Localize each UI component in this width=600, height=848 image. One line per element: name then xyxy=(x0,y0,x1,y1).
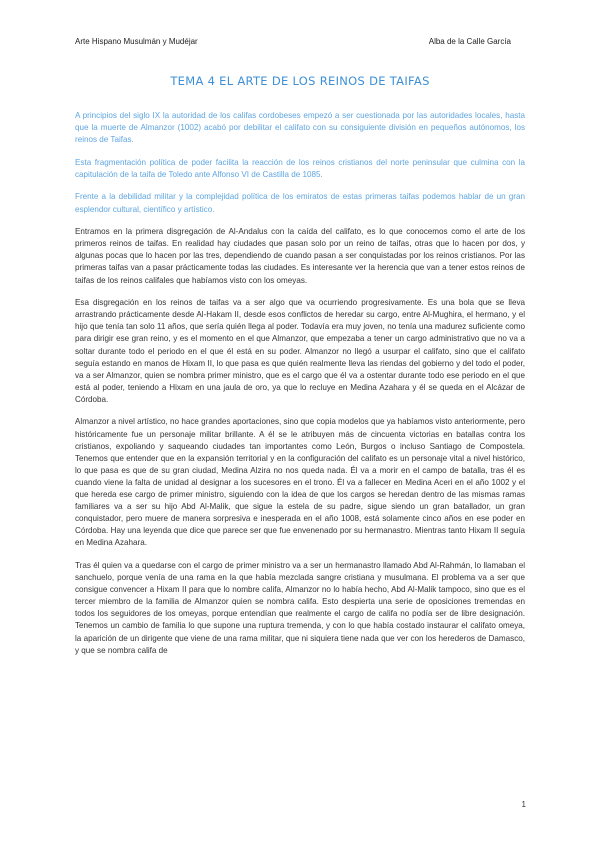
page-title: TEMA 4 EL ARTE DE LOS REINOS DE TAIFAS xyxy=(170,74,430,88)
header-author: Alba de la Calle García xyxy=(428,37,511,46)
header-course-title: Arte Hispano Musulmán y Mudéjar xyxy=(75,37,198,46)
body-paragraph: Tras él quien va a quedarse con el cargo de primer ministro va a ser un hermanastro llamado Abd Al-Rahmán, lo llamaban el sanchuelo, porque venía de una rama en la que había mezclada sangre cristiana y musulmana. El problema va a ser que consigue convencer a Hixam II para que lo nombre califa, Almanzor no lo había hecho, Abd Al-Malik tampoco, sino que es el tercer miembro de la familia de Almanzor quien se nombra califa. Esto despierta una serie de oposiciones tremendas en todos los seguidores de los omeyas, porque entendían que realmente el cargo de califa no podía ser de libre designación. Tenemos un cambio de familia lo que supone una ruptura tremenda, y con lo que había costado instaurar el califato omeya, la aparición de un dirigente que viene de una rama militar, que ni siquiera tiene nada que ver con los herederos de Damasco, y que se nombra califa de xyxy=(75,561,525,655)
intro-paragraph: Esta fragmentación política de poder facilita la reacción de los reinos cristianos del norte peninsular que culmina con la capitulación de la taifa de Toledo ante Alfonso VI de Castilla de 1085. xyxy=(75,157,525,179)
body-paragraph: Entramos en la primera disgregación de Al-Andalus con la caída del califato, es lo que conocemos como el arte de los primeros reinos de taifas. En realidad hay ciudades que pasan solo por un reino de taifas, otras que lo hacen por dos, y algunas pocas que lo hacen por las tres, dependiendo de cuando pasan a ser conquistadas por los reinos cristianos. Por las primeras taifas van a pasar prácticamente todas las ciudades. Es interesante ver la herencia que van a tener estos reinos de taifas de los reinos califales que habíamos visto con los omeyas. xyxy=(75,227,525,285)
document-body xyxy=(75,110,525,667)
body-paragraph: Esa disgregación en los reinos de taifas va a ser algo que va ocurriendo progresivamente. Es una bola que se lleva arrastrando prácticamente desde Al-Hakam II, desde esos conflictos de heredar su cargo, entre Al-Mughira, el hermano, y el hijo que tenía tan solo 11 años, que sería quién llega al poder. Todavía era muy joven, no tenía una madurez suficiente como para dirigir ese gran reino, y es el momento en el que Almanzor, que empezaba a tener un cargo administrativo que no va a soltar durante todo el periodo en el que él está en su poder. Almanzor no llegó a usurpar el califato, sino que el califato seguía estando en manos de Hixam II, lo que pasa es que quién realmente lleva las riendas del gobierno y del todo el poder, va a ser Almanzor, quien se nombra primer ministro, que es el cargo que él va a ostentar durante todo ese periodo en el que está al poder, teniendo a Hixam en una jaula de oro, ya que lo recluye en Medina Azahara y él se queda en el Alcázar de Córdoba. xyxy=(75,298,525,404)
body-paragraph: Almanzor a nivel artístico, no hace grandes aportaciones, sino que copia modelos que ya habíamos visto anteriormente, pero históricamente fue un personaje militar brillante. A él se le atribuyen más de cincuenta victorias en batallas contra los cristianos, expoliando y saqueando ciudades tan importantes como León, Burgos o incluso Santiago de Compostela. Tenemos que entender que en la expansión territorial y en la configuración del califato es un personaje vital a nivel histórico, lo que pasa es que de su gran ciudad, Medina Alzira no nos queda nada. Él va a morir en el campo de batalla, tras él es cuando viene la falta de unidad al designar a los sucesores en el trono. Él va a fallecer en Medina Aceri en el año 1002 y el que hereda ese cargo de primer ministro, siguiendo con la idea de que los cargos se heredan dentro de las mismas ramas familiares va a ser su hijo Abd Al-Malik, que sigue la estela de su padre, sigue siendo un gran batallador, un gran conquistador, pero muere de manera sorpresiva e inesperada en el año 1008, está solamente cinco años en ese poder en Córdoba. Hay una leyenda que dice que parece ser que fue envenenado por su hermanastro. Mientras tanto Hixam II seguía en Medina Azahara. xyxy=(75,417,525,548)
intro-paragraph: A principios del siglo IX la autoridad de los califas cordobeses empezó a ser cuestionada por las autoridades locales, hasta que la muerte de Almanzor (1002) acabó por debilitar el califato con su consiguiente división en pequeños autónomos, los reinos de Taifas. xyxy=(75,111,525,145)
page-number: 1 xyxy=(521,800,526,809)
intro-paragraph: Frente a la debilidad militar y la complejidad política de los emiratos de estas primeras taifas podemos hablar de un gran esplendor cultural, científico y artístico. xyxy=(75,192,525,214)
